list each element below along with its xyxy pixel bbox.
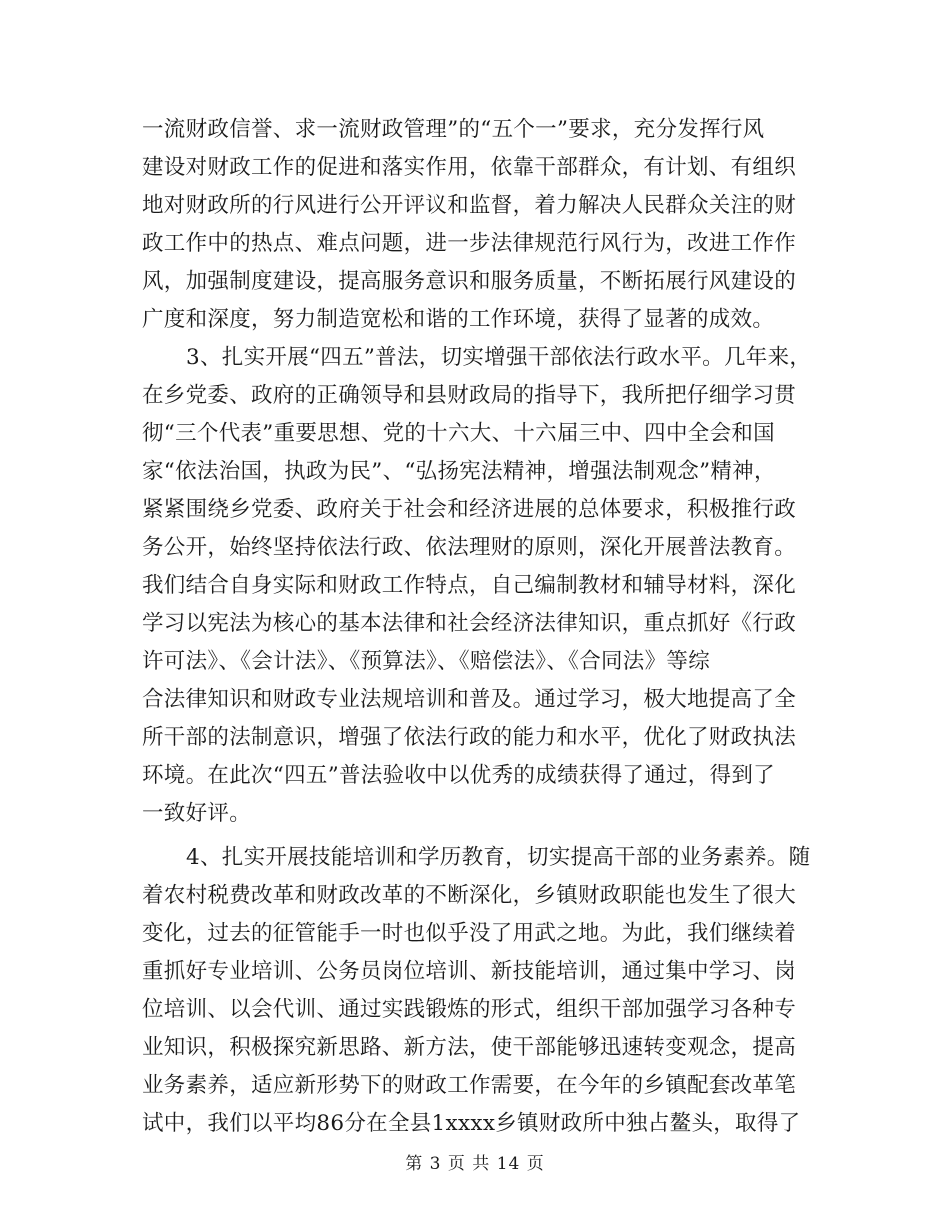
text-line: 试中，我们以平均86分在全县1xxxx乡镇财政所中独占鳌头，取得了	[142, 1111, 801, 1136]
text-line: 变化，过去的征管能手一时也似乎没了用武之地。为此，我们继续着	[142, 921, 797, 946]
text-line: 彻“三个代表”重要思想、党的十六大、十六届三中、四中全会和国	[142, 421, 775, 446]
text-line: 建设对财政工作的促进和落实作用，依靠干部群众，有计划、有组织	[142, 155, 797, 180]
text-line: 地对财政所的行风进行公开评议和监督，着力解决人民群众关注的财	[142, 193, 797, 218]
text-line: 所干部的法制意识，增强了依法行政的能力和水平，优化了财政执法	[142, 725, 797, 750]
text-line: 着农村税费改革和财政改革的不断深化，乡镇财政职能也发生了很大	[142, 883, 797, 908]
text-line: 家“依法治国，执政为民”、“弘扬宪法精神，增强法制观念”精神，	[142, 459, 776, 484]
text-line: 我们结合自身实际和财政工作特点，自己编制教材和辅导材料，深化	[142, 573, 797, 598]
text-line: 政工作中的热点、难点问题，进一步法律规范行风行为，改进工作作	[142, 231, 797, 256]
text-line: 广度和深度，努力制造宽松和谐的工作环境，获得了显著的成效。	[142, 307, 775, 332]
text-line: 合法律知识和财政专业法规培训和普及。通过学习，极大地提高了全	[142, 687, 797, 712]
text-line: 在乡党委、政府的正确领导和县财政局的指导下，我所把仔细学习贯	[142, 383, 797, 408]
paragraph-first-line: 4、扎实开展技能培训和学历教育，切实提高干部的业务素养。随	[186, 845, 811, 870]
text-line: 业务素养，适应新形势下的财政工作需要，在今年的乡镇配套改革笔	[142, 1073, 797, 1098]
page-number-footer: 第 3 页 共 14 页	[405, 1154, 545, 1174]
text-line: 许可法》、《会计法》、《预算法》、《赔偿法》、《合同法》等综	[142, 649, 711, 674]
text-line: 一致好评。	[142, 801, 252, 826]
text-line: 务公开，始终坚持依法行政、依法理财的原则，深化开展普法教育。	[142, 535, 797, 560]
text-line: 业知识，积极探究新思路、新方法，使干部能够迅速转变观念，提高	[142, 1035, 797, 1060]
text-line: 风，加强制度建设，提高服务意识和服务质量，不断拓展行风建设的	[142, 269, 797, 294]
text-line: 一流财政信誉、求一流财政管理”的“五个一”要求，充分发挥行风	[142, 117, 765, 142]
text-line: 学习以宪法为核心的基本法律和社会经济法律知识，重点抓好《行政	[142, 611, 797, 636]
text-line: 紧紧围绕乡党委、政府关于社会和经济进展的总体要求，积极推行政	[142, 497, 797, 522]
text-line: 位培训、以会代训、通过实践锻炼的形式，组织干部加强学习各种专	[142, 997, 797, 1022]
text-line: 环境。在此次“四五”普法验收中以优秀的成绩获得了通过，得到了	[142, 763, 775, 788]
paragraph-first-line: 3、扎实开展“四五”普法，切实增强干部依法行政水平。几年来，	[186, 345, 812, 370]
text-line: 重抓好专业培训、公务员岗位培训、新技能培训，通过集中学习、岗	[142, 959, 797, 984]
